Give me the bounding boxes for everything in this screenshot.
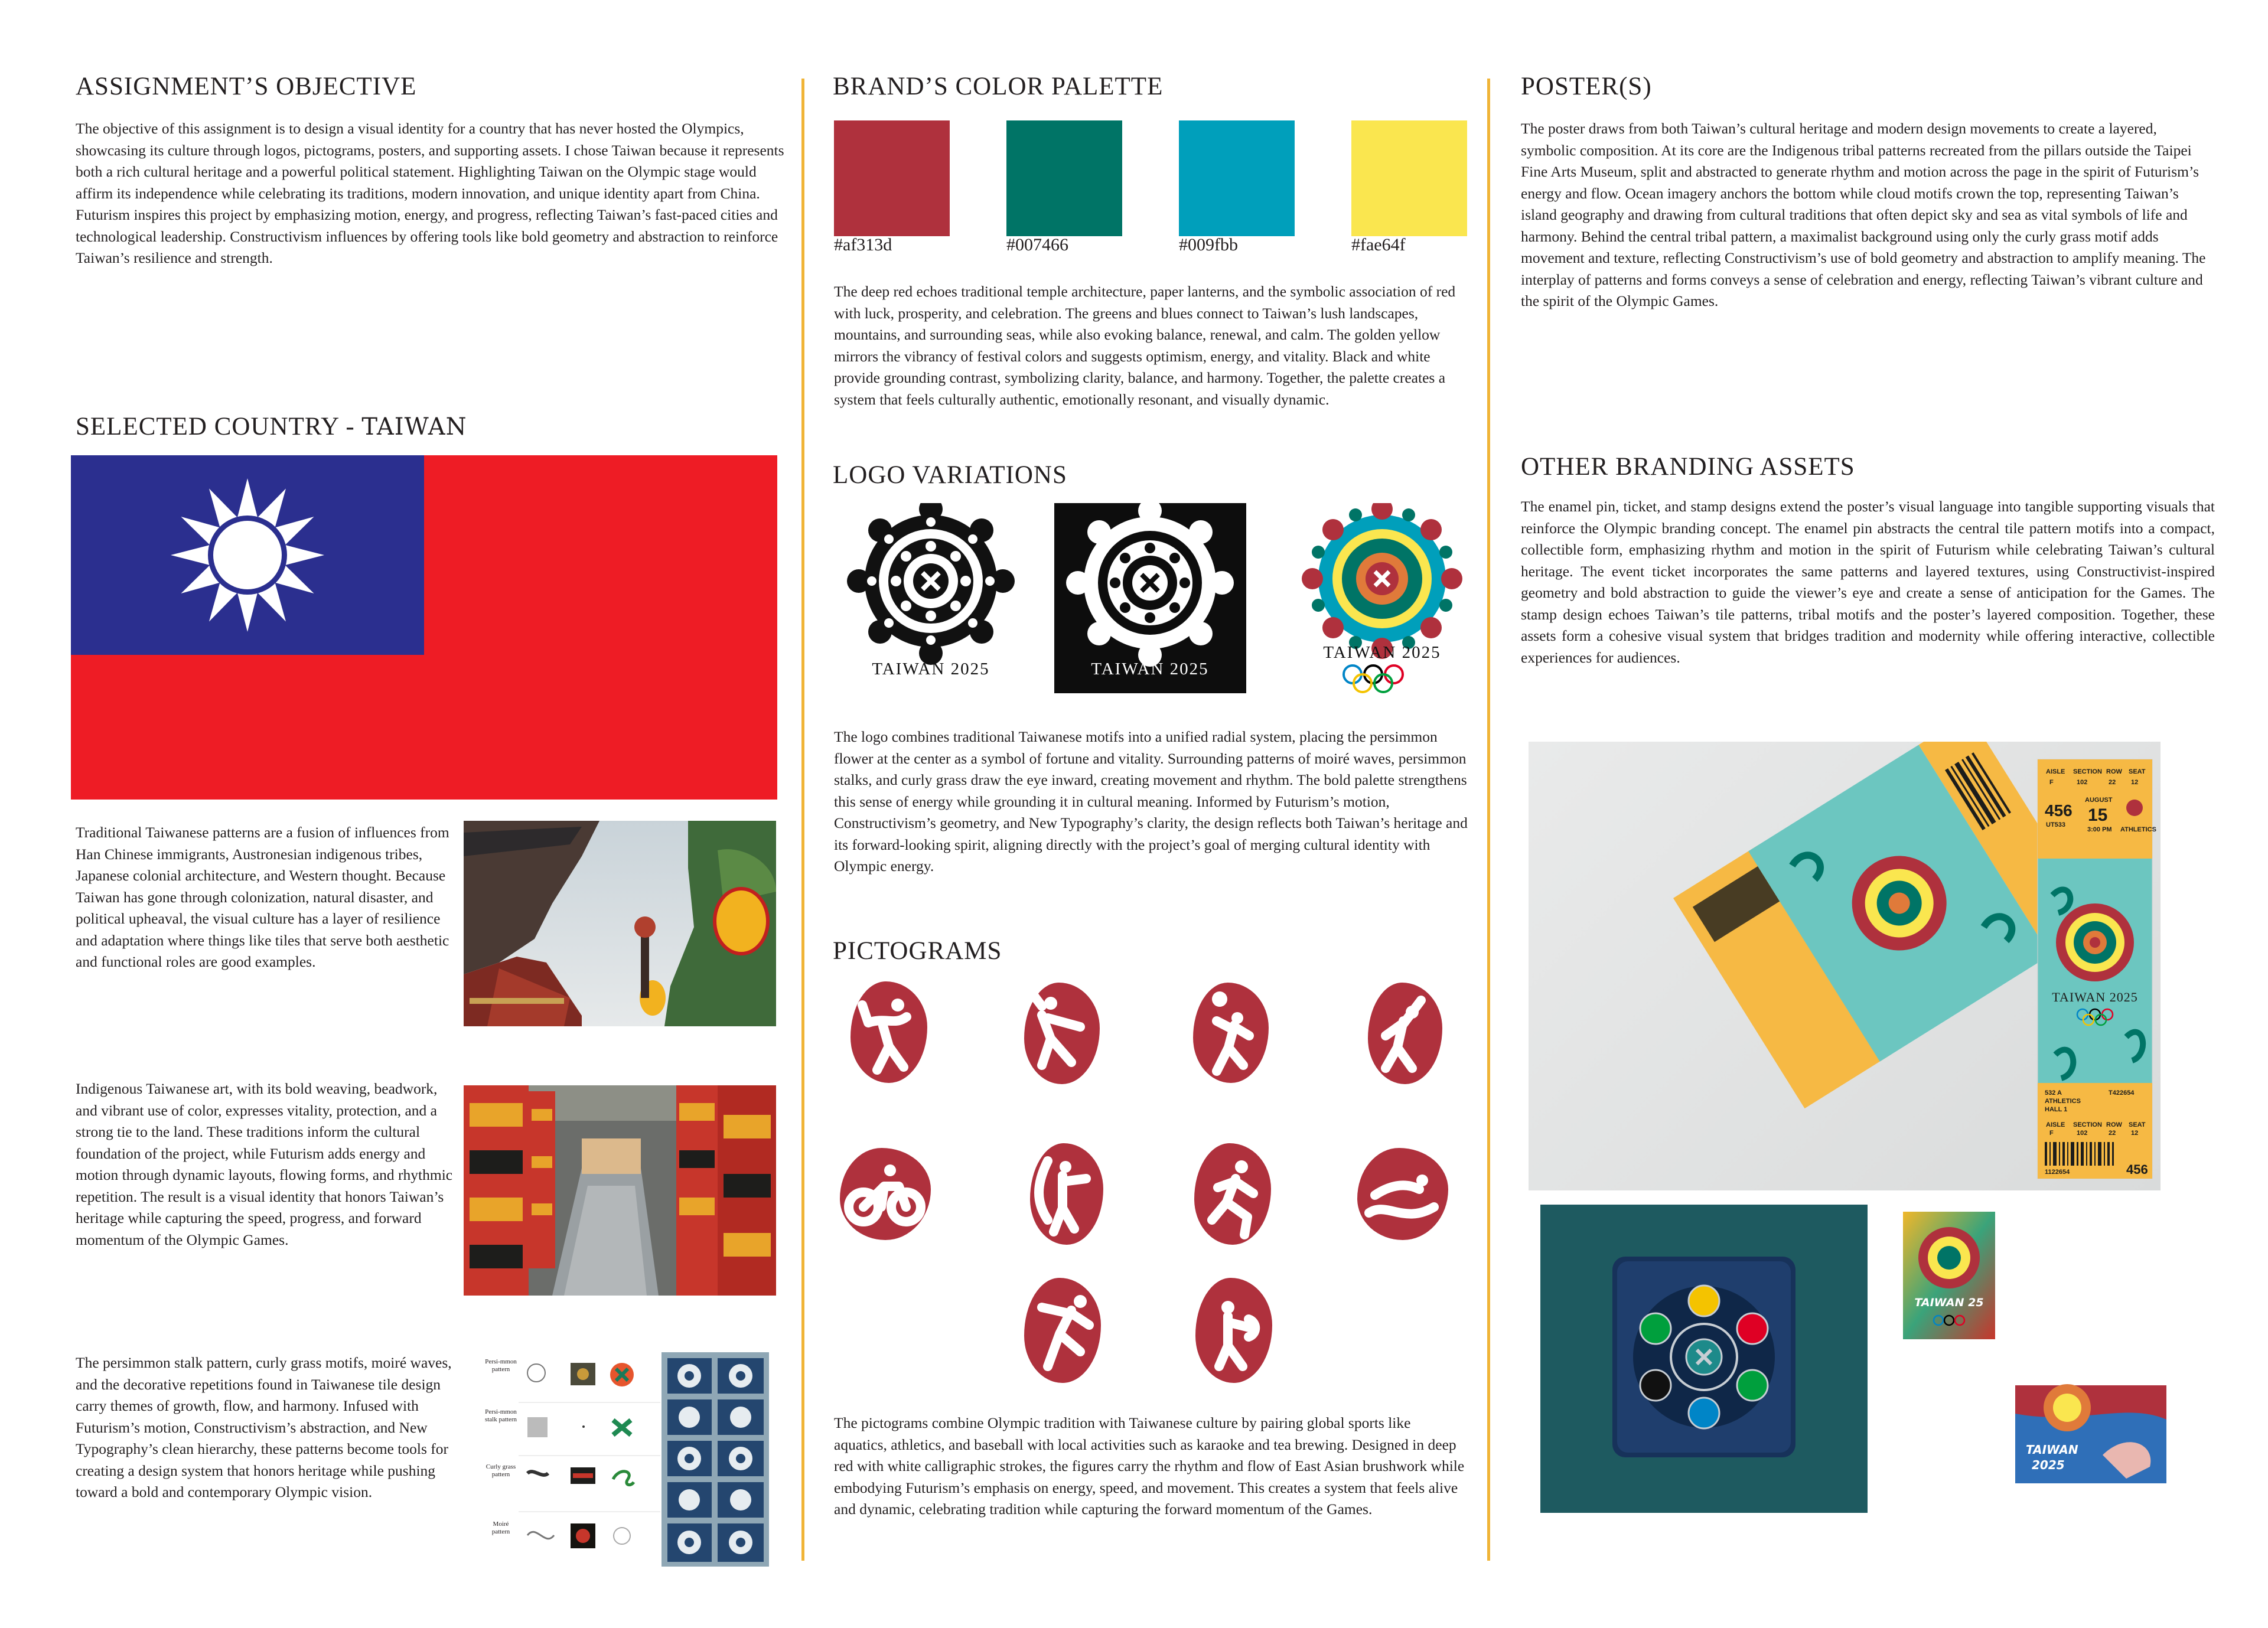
logo-white-on-black [1054, 503, 1246, 693]
pictogram-aquatics [1357, 1148, 1448, 1240]
swatch-blue [1179, 120, 1295, 236]
selected-country-prefix: SELECTED COUNTRY - [76, 413, 362, 441]
pictogram-baseball [850, 981, 927, 1083]
pictograms-title: PICTOGRAMS [833, 937, 1002, 965]
ticket-mockup [1529, 742, 2161, 1190]
logo-wordmark-3: TAIWAN 2025 [1323, 643, 1441, 662]
column-divider-right [1487, 79, 1490, 1561]
assets-title: OTHER BRANDING ASSETS [1521, 453, 1855, 481]
ticket-seat: 12 [2131, 779, 2139, 786]
temple-photo [464, 821, 776, 1026]
logo-wordmark-1: TAIWAN 2025 [872, 660, 990, 678]
stamp-2 [2008, 1378, 2174, 1490]
palette-text: The deep red echoes traditional temple architecture, paper lanterns, and the symbolic association of red with luck, prosperity, and celebration. The greens and blues connect to Taiwan’s lush landscapes, mountains, and surrounding seas, while also evoking balance, renewal, and calm. The golden yellow mirrors the vibrancy of festival colors and suggests optimism, energy, and vitality. Black and white provide grounding contrast, symbolizing clarity, balance, and harmony. Together, the palette creates a system that feels culturally authentic, emotionally resonant, and visually dynamic. [834, 283, 1456, 408]
pictograms-text: The pictograms combine Olympic tradition with Taiwanese culture by pairing global sports like aquatics, athletics, and baseball with local activities such as karaoke and tea brewing. Designed in deep red with white calligraphic strokes, the figures carry the rhythm and flow of East Asian brushwork while embodying Futurism’s emphasis on energy, speed, and movement. This creates a system that feels alive and dynamic, celebrating tradition while capturing the forward momentum of the Games. [834, 1414, 1465, 1518]
swatch-green [1006, 120, 1122, 236]
assets-text: The enamel pin, ticket, and stamp designs extend the poster’s visual language into tangible supporting visuals that reinforce the Olympic branding concept. The enamel pin abstracts the central tile pattern motifs into a compact, collectible form, emphasizing rhythm and motion in the spirit of Futurism while celebrating Taiwan’s cultural heritage. The event ticket incorporates the same patterns and layered textures, using Constructivist-inspired geometry and bold abstraction to guide the viewer’s eye and create a sense of anticipation for the Games. The stamp design echoes Taiwan’s tile patterns, tribal motifs and the poster’s layered composition. Together, these assets form a cohesive visual system that bridges tradition and modernity while offering interactive, collectible experiences for audiences. [1521, 498, 2215, 666]
country-paragraph-1: Traditional Taiwanese patterns are a fusion of influences from Han Chinese immigrants, Austronesian indigenous tribes, Japanese colonial architecture, and Western thought. Because Taiwan has gone through colonization, natural disaster, and political upheaval, the visual culture has a layer of resilience and adaptation where things like tiles that serve both aesthetic and functional roles are good examples. [76, 824, 449, 970]
pictogram-karaoke [1368, 983, 1442, 1084]
column-divider-left [801, 79, 804, 1561]
ticket-aisle-label: AISLE [2046, 768, 2065, 775]
objective-title: ASSIGNMENT’S OBJECTIVE [76, 73, 417, 100]
stamp-1-text: TAIWAN 25 [1914, 1296, 1984, 1309]
pictogram-gymnastics [1024, 1278, 1101, 1383]
selected-country-title [76, 412, 467, 441]
ticket-number-2: 456 [2126, 1162, 2148, 1177]
ticket-row-label: ROW [2106, 768, 2122, 775]
ticket-hall: HALL 1 [2045, 1106, 2068, 1113]
ticket-barcode-number: 1122654 [2045, 1169, 2070, 1176]
ticket-section-label-2: SECTION [2073, 1121, 2102, 1128]
ticket-row-2: 22 [2109, 1130, 2116, 1137]
pictogram-fencing [1024, 983, 1100, 1084]
logo-black-on-white [834, 503, 1028, 693]
palette-title: BRAND’S COLOR PALETTE [833, 73, 1164, 100]
ticket-event-2: ATHLETICS [2045, 1098, 2081, 1105]
swatch-red [834, 120, 950, 236]
pattern-samples [519, 1352, 660, 1565]
ticket-month: AUGUST [2085, 797, 2113, 804]
logo-wordmark-2: TAIWAN 2025 [1091, 660, 1209, 678]
ticket-section: 102 [2077, 779, 2088, 786]
pictogram-tea-brewing [1195, 1278, 1272, 1383]
ticket-wordmark: TAIWAN 2025 [2052, 990, 2138, 1004]
tile-photo [662, 1352, 769, 1567]
pattern-chart [483, 1352, 660, 1565]
posters-text: The poster draws from both Taiwan’s cultural heritage and modern design movements to create a layered, symbolic composition. At its core are the Indigenous tribal patterns recreated from the pillars outside the Taipei Fine Arts Museum, split and abstracted to generate rhythm and motion across the page in the spirit of Futurism’s energy and flow. Ocean imagery anchors the bottom while cloud motifs crown the top, representing Taiwan’s island geography and drawing from cultural traditions that often depict sky and sea as vital symbols of life and harmony. Behind the central tribal pattern, a maximalist background using only the curly grass motif adds movement and texture, reflecting Constructivism’s use of bold geometry and abstraction to amplify meaning. The interplay of patterns and forms conveys a sense of celebration and energy, reflecting Taiwan’s vibrant culture and the spirit of the Olympic Games. [1521, 120, 2206, 309]
pattern-label-curly-grass: Curly grass pattern [485, 1463, 516, 1478]
pattern-label-persimmon-stalk: Persi-mmon stalk pattern [484, 1408, 517, 1423]
stamp-2-text-line1: TAIWAN [2026, 1443, 2078, 1457]
ticket-time: 3:00 PM [2087, 826, 2112, 833]
logo-color [1288, 503, 1477, 693]
swatch-label-red: #af313d [834, 235, 892, 255]
ticket-day: 15 [2088, 805, 2108, 825]
pictogram-volleyball [1193, 983, 1269, 1083]
ticket-seat-label: SEAT [2129, 768, 2146, 775]
country-paragraph-2: Indigenous Taiwanese art, with its bold weaving, beadwork, and vibrant use of color, expresses vitality, protection, and a strong tie to the land. These traditions inform the cultural foundation of the project, while Futurism adds energy and motion through dynamic layouts, flowing forms, and rhythmic repetition. The result is a visual identity that honors Taiwan’s heritage while capturing the speed, progress, and forward momentum of the Olympic Games. [76, 1080, 453, 1248]
posters-title: POSTER(S) [1521, 73, 1652, 100]
stamp-2-text-line2: 2025 [2032, 1458, 2065, 1472]
pictogram-athletics [1194, 1143, 1271, 1245]
ticket-row: 22 [2109, 779, 2116, 786]
olympic-rings-icon [1344, 665, 1403, 692]
ticket-event: ATHLETICS [2120, 826, 2156, 833]
taiwan-flag [71, 455, 777, 800]
pictogram-archery [1030, 1143, 1103, 1245]
ticket-section-2: 102 [2077, 1130, 2088, 1137]
pillar-photo [464, 1085, 776, 1296]
ticket-aisle-label-2: AISLE [2046, 1121, 2065, 1128]
ticket-seat-label-2: SEAT [2129, 1121, 2146, 1128]
logo-text: The logo combines traditional Taiwanese motifs into a unified radial system, placing the persimmon flower at the center as a symbol of fortune and vitality. Surrounding patterns of moiré waves, persimmon stalks, and curly grass draw the eye inward, creating movement and rhythm. The bold palette strengthens this sense of energy while grounding it in cultural meaning. Informed by Futurism’s motion, Constructivism’s geometry, and New Typography’s clarity, the design reflects both Taiwan’s heritage and its forward-looking spirit, aligning directly with the project’s goal of merging cultural identity with Olympic energy. [834, 728, 1468, 875]
pattern-label-persimmon: Persi-mmon pattern [485, 1358, 517, 1373]
logo-title: LOGO VARIATIONS [833, 461, 1067, 489]
swatch-label-yellow: #fae64f [1351, 235, 1406, 255]
ticket-seat-2: 12 [2131, 1130, 2139, 1137]
objective-text: The objective of this assignment is to design a visual identity for a country that has never hosted the Olympics, showcasing its culture through logos, pictograms, posters, and supporting assets. I chose Taiwan because it represents both a rich cultural heritage and a powerful political statement. Highlighting Taiwan on the Olympic stage would affirm its independence while celebrating its traditions, modern innovation, and unique identity apart from China. Futurism inspires this project by emphasizing motion, energy, and progress, reflecting Taiwan’s fast-paced cities and technological leadership. Constructivism influences by offering tools like bold geometry and abstraction to reinforce Taiwan’s resilience and strength. [76, 120, 784, 266]
ticket-code: UT533 [2046, 821, 2066, 828]
enamel-pin-mockup [1540, 1205, 1868, 1513]
selected-country-name: TAIWAN [361, 413, 467, 441]
ticket-venue-code: 532 A [2045, 1089, 2062, 1097]
ticket-id: T422654 [2109, 1089, 2135, 1097]
ticket-section-label: SECTION [2073, 768, 2102, 775]
pattern-label-moire: Moiré pattern [491, 1521, 510, 1535]
country-paragraph-3: The persimmon stalk pattern, curly grass motifs, moiré waves, and the decorative repetitions found in Taiwanese tile design carry themes of growth, flow, and harmony. Infused with Futurism’s motion, Constructivism’s abstraction, and New Typography’s clean hierarchy, these patterns become tools for creating a design system that honors heritage while pushing toward a bold and contemporary Olympic vision. [76, 1354, 452, 1500]
swatch-label-blue: #009fbb [1179, 235, 1238, 255]
swatch-label-green: #007466 [1006, 235, 1068, 255]
pictogram-cycling [840, 1148, 931, 1240]
stamp-1 [1896, 1205, 2002, 1346]
ticket-number: 456 [2045, 801, 2073, 820]
swatch-yellow [1351, 120, 1467, 236]
ticket-row-label-2: ROW [2106, 1121, 2122, 1128]
ticket-aisle-2: F [2049, 1130, 2054, 1137]
ticket-aisle: F [2049, 779, 2054, 786]
